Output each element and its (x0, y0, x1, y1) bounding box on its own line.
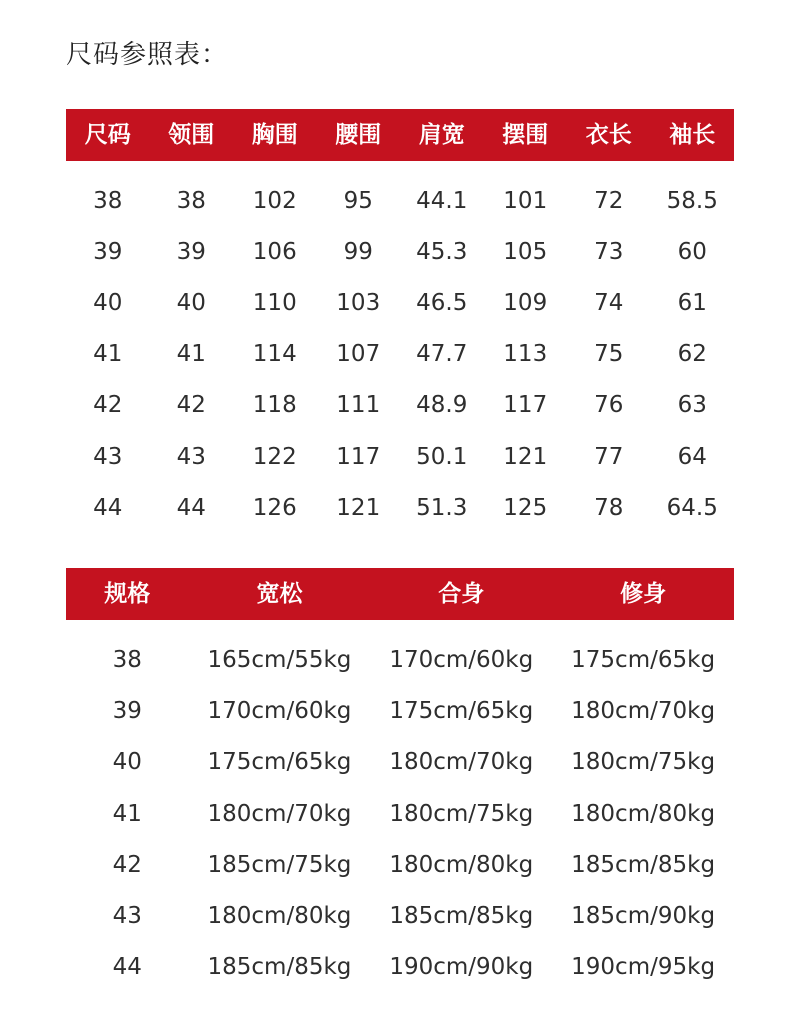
size-chart-row-cell: 126 (252, 494, 297, 521)
fit-table-row-cell: 180cm/70kg (571, 697, 716, 724)
fit-table-header-cell: 规格 (104, 581, 151, 607)
size-chart-row (66, 226, 734, 277)
size-chart-row-cell: 43 (93, 443, 123, 470)
size-chart-row-cell: 40 (176, 289, 206, 316)
fit-table-row-cell: 170cm/60kg (207, 697, 352, 724)
size-chart-row-cell: 74 (594, 289, 624, 316)
size-chart-row-cell: 38 (93, 187, 123, 214)
size-chart-row-cell: 62 (677, 341, 707, 368)
fit-table-row-cell: 185cm/85kg (389, 903, 534, 930)
size-chart-row-cell: 44 (176, 494, 206, 521)
fit-table-row (66, 685, 734, 736)
size-chart-header-cell: 摆围 (502, 122, 549, 148)
size-chart-header-cell: 袖长 (669, 122, 716, 148)
size-chart-row-cell: 42 (93, 392, 123, 419)
size-chart-row-cell: 61 (677, 289, 707, 316)
size-chart-row-cell: 76 (594, 392, 624, 419)
size-chart-row-cell: 121 (503, 443, 548, 470)
size-chart-row-cell: 78 (594, 494, 624, 521)
size-chart-row-cell: 117 (336, 443, 381, 470)
size-chart-row-cell: 38 (176, 187, 206, 214)
size-chart-row-cell: 111 (336, 392, 381, 419)
size-chart-row-cell: 106 (252, 238, 297, 265)
size-chart-row-cell: 60 (677, 238, 707, 265)
size-chart-row-cell: 95 (343, 187, 373, 214)
size-chart-row-cell: 118 (252, 392, 297, 419)
fit-table-row (66, 737, 734, 788)
size-chart-row-cell: 105 (503, 238, 548, 265)
size-chart-row (66, 175, 734, 226)
size-chart-row-cell: 39 (176, 238, 206, 265)
fit-table-row-cell: 38 (112, 646, 142, 673)
size-chart-row-cell: 44.1 (416, 187, 468, 214)
size-chart-row-cell: 110 (252, 289, 297, 316)
size-chart-row-cell: 39 (93, 238, 123, 265)
fit-table-row-cell: 180cm/75kg (389, 800, 534, 827)
fit-table-row-cell: 185cm/75kg (207, 851, 352, 878)
size-chart-row-cell: 73 (594, 238, 624, 265)
fit-table-row-cell: 180cm/70kg (389, 749, 534, 776)
fit-recommendation-table (66, 568, 734, 993)
fit-table-row-cell: 180cm/75kg (571, 749, 716, 776)
size-chart-row (66, 482, 734, 533)
fit-table-row-cell: 190cm/95kg (571, 954, 716, 981)
fit-table-row-cell: 185cm/90kg (571, 903, 716, 930)
size-chart-row (66, 431, 734, 482)
fit-table-header-cell: 合身 (438, 581, 485, 607)
size-chart-row-cell: 114 (252, 341, 297, 368)
size-chart-row-cell: 50.1 (416, 443, 468, 470)
fit-table-body (66, 620, 734, 993)
size-chart-header-cell: 领围 (168, 122, 215, 148)
fit-table-row-cell: 185cm/85kg (571, 851, 716, 878)
fit-table-row-cell: 180cm/80kg (571, 800, 716, 827)
size-chart-row-cell: 41 (93, 341, 123, 368)
size-chart-row-cell: 41 (176, 341, 206, 368)
size-chart-row-cell: 47.7 (416, 341, 468, 368)
size-chart-row-cell: 75 (594, 341, 624, 368)
size-chart-row-cell: 72 (594, 187, 624, 214)
size-chart-row-cell: 102 (252, 187, 297, 214)
fit-table-row (66, 942, 734, 993)
fit-table-row-cell: 40 (112, 749, 142, 776)
fit-table-row-cell: 190cm/90kg (389, 954, 534, 981)
size-chart-row-cell: 121 (336, 494, 381, 521)
size-chart-row-cell: 103 (336, 289, 381, 316)
size-chart-row-cell: 45.3 (416, 238, 468, 265)
size-chart-row-cell: 122 (252, 443, 297, 470)
size-chart-row-cell: 63 (677, 392, 707, 419)
size-chart-table (66, 109, 734, 533)
size-chart-row-cell: 77 (594, 443, 624, 470)
size-chart-body (66, 161, 734, 533)
fit-table-row (66, 634, 734, 685)
fit-table-header-cell: 宽松 (256, 581, 303, 607)
fit-table-row (66, 788, 734, 839)
size-chart-row-cell: 58.5 (666, 187, 718, 214)
fit-table-row-cell: 180cm/80kg (389, 851, 534, 878)
fit-table-row-cell: 185cm/85kg (207, 954, 352, 981)
size-chart-header-cell: 肩宽 (418, 122, 465, 148)
size-chart-row-cell: 42 (176, 392, 206, 419)
size-chart-row-cell: 99 (343, 238, 373, 265)
size-chart-header-cell: 衣长 (585, 122, 632, 148)
size-chart-header (66, 109, 734, 161)
size-chart-header-cell: 腰围 (335, 122, 382, 148)
size-chart-header-cell: 尺码 (84, 122, 131, 148)
size-chart-row-cell: 107 (336, 341, 381, 368)
fit-table-row-cell: 175cm/65kg (207, 749, 352, 776)
fit-table-row-cell: 180cm/70kg (207, 800, 352, 827)
fit-table-row-cell: 165cm/55kg (207, 646, 352, 673)
size-chart-row-cell: 125 (503, 494, 548, 521)
size-chart-row-cell: 109 (503, 289, 548, 316)
size-chart-row (66, 277, 734, 328)
fit-table-row-cell: 39 (112, 697, 142, 724)
size-chart-row-cell: 113 (503, 341, 548, 368)
size-chart-row-cell: 44 (93, 494, 123, 521)
fit-table-row-cell: 41 (112, 800, 142, 827)
size-chart-row-cell: 64.5 (666, 494, 718, 521)
fit-table-row-cell: 170cm/60kg (389, 646, 534, 673)
fit-table-row-cell: 175cm/65kg (571, 646, 716, 673)
fit-table-row-cell: 175cm/65kg (389, 697, 534, 724)
fit-table-row-cell: 43 (112, 903, 142, 930)
fit-table-row-cell: 42 (112, 851, 142, 878)
size-chart-row-cell: 43 (176, 443, 206, 470)
size-chart-row (66, 380, 734, 431)
size-chart-header-cell: 胸围 (251, 122, 298, 148)
size-chart-row-cell: 64 (677, 443, 707, 470)
fit-table-row (66, 839, 734, 890)
page-title: 尺码参照表： (66, 40, 229, 70)
fit-table-row-cell: 180cm/80kg (207, 903, 352, 930)
fit-table-header-cell: 修身 (620, 581, 667, 607)
fit-table-row (66, 890, 734, 941)
size-chart-row-cell: 117 (503, 392, 548, 419)
size-chart-row-cell: 51.3 (416, 494, 468, 521)
size-chart-row-cell: 48.9 (416, 392, 468, 419)
size-chart-row-cell: 101 (503, 187, 548, 214)
fit-table-row-cell: 44 (112, 954, 142, 981)
size-chart-row (66, 329, 734, 380)
size-chart-row-cell: 46.5 (416, 289, 468, 316)
size-chart-row-cell: 40 (93, 289, 123, 316)
fit-table-header (66, 568, 734, 620)
